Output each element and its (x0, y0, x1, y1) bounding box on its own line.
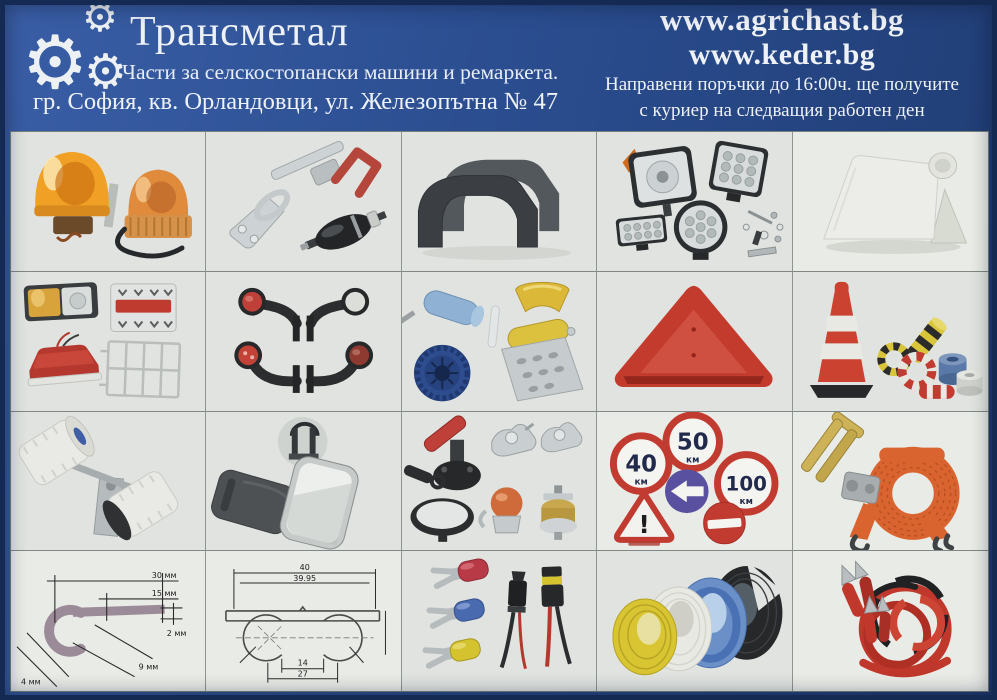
company-name: Трансметал (130, 9, 349, 55)
header-right-block (577, 3, 987, 122)
gear-medium-icon: ⚙ (84, 44, 128, 100)
product-cell-mirrors (206, 412, 401, 552)
website-primary: www.agrichast.bg (660, 2, 904, 37)
product-cell-ratchet-strap (793, 412, 988, 552)
rail-dim-40: 40 (300, 563, 311, 573)
keder-dim-15: 15 мм (151, 589, 177, 599)
product-cell-white-fender (793, 132, 988, 272)
product-cell-rotating-beacons (11, 132, 206, 272)
side-rollers-image (11, 412, 205, 551)
product-cell-wire-coils (597, 551, 792, 691)
wire-coils-image (597, 551, 791, 691)
delivery-note-line1: Направени поръчки до 16:00ч. ще получите (604, 73, 959, 95)
gears-logo-icon (22, 2, 126, 106)
speed-100-label: 100 (725, 471, 768, 495)
keder-dim-9: 9 мм (138, 662, 159, 672)
product-cell-speed-signs (597, 412, 792, 552)
product-cell-terminals-connectors (402, 551, 597, 691)
website-secondary: www.keder.bg (688, 37, 876, 71)
jumper-cables-image (793, 551, 988, 691)
product-cell-boat-rollers (402, 272, 597, 412)
rail-profile-drawing-image (206, 551, 400, 691)
latch-primer-bulb-image (206, 132, 400, 271)
speed-50-label: 50 (677, 429, 709, 456)
work-lights-image (597, 132, 791, 271)
ratchet-strap-image (793, 412, 988, 551)
product-grid (10, 131, 989, 692)
boat-rollers-image (402, 272, 596, 411)
keder-dim-2: 2 мм (166, 629, 187, 639)
product-cell-marker-lamps (206, 272, 401, 412)
product-cell-latch-and-primer-bulb (206, 132, 401, 272)
product-cell-battery-switches (402, 412, 597, 552)
product-cell-work-lights (597, 132, 792, 272)
keder-dim-4: 4 мм (20, 677, 41, 687)
battery-switches-image (402, 412, 596, 551)
company-address: гр. София, кв. Орландовци, ул. Железопътна № 47 (33, 88, 558, 115)
company-tagline: Части за селскостопански машини и ремаркета. (122, 60, 559, 84)
product-cell-warning-triangle-panel (597, 272, 792, 412)
product-cell-mudguards (402, 132, 597, 272)
km-label: км (739, 496, 754, 507)
speed-signs-image (597, 412, 791, 551)
marker-lamps-image (206, 272, 400, 411)
rail-dim-14: 14 (298, 658, 309, 668)
gear-large-icon: ⚙ (22, 20, 89, 106)
product-cell-keder-profile-drawing (11, 551, 206, 691)
product-cell-trailer-lamps (11, 272, 206, 412)
trailer-lamps-image (11, 272, 205, 411)
km-label: км (686, 455, 700, 466)
km-label: км (634, 476, 649, 487)
gear-small-icon: ⚙ (82, 0, 118, 41)
rail-dim-27: 27 (298, 669, 309, 679)
speed-40-label: 40 (625, 450, 658, 477)
warning-exclamation: ! (638, 509, 650, 539)
white-fender-image (793, 132, 988, 271)
rotating-beacons-image (11, 132, 205, 271)
mirrors-image (206, 412, 400, 551)
keder-profile-drawing-image (11, 551, 205, 691)
rail-dim-3995: 39.95 (293, 574, 317, 584)
product-cell-rail-profile-drawing (206, 551, 401, 691)
product-cell-side-rollers (11, 412, 206, 552)
keder-dim-30: 30 мм (151, 571, 177, 581)
mudguards-image (402, 132, 596, 271)
product-cell-jumper-cables (793, 551, 988, 691)
cone-and-tapes-image (793, 272, 988, 411)
warning-triangle-panel-image (597, 272, 791, 411)
delivery-note-line2: с куриер на следващия работен ден (639, 99, 925, 121)
product-cell-cone-and-tapes (793, 272, 988, 412)
terminals-connectors-image (402, 551, 596, 691)
